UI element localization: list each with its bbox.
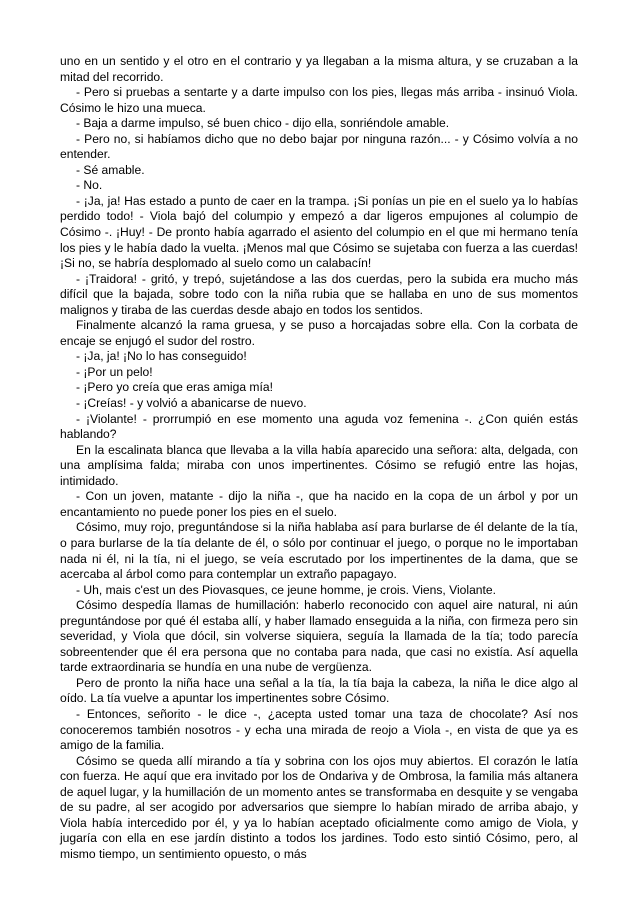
- paragraph: - ¡Violante! - prorrumpió en ese momento una aguda voz femenina -. ¿Con quién estás hablando?: [60, 411, 578, 442]
- paragraph: - ¡Pero yo creía que eras amiga mía!: [76, 380, 273, 395]
- paragraph: Cósimo se queda allí mirando a tía y sobrina con los ojos muy abiertos. El corazón le latía con fuerza. He aquí que era invitado por los de Ondariva y de Ombrosa, la familia más altanera de aquel lugar, y la humillación de un momento antes se transformaba en desquite y se vengaba de su padre, al ser acogido por adversarios que siempre lo habían mirado de arriba abajo, y Viola había intercedido por él, y ya lo habían aceptado oficialmente como amigo de Viola, y jugaría con ella en ese jardín distinto a todos los jardines. Todo esto sintió Cósimo, pero, al mismo tiempo, un sentimiento opuesto, o más: [60, 753, 578, 861]
- paragraph: Cósimo, muy rojo, preguntándose si la niña hablaba así para burlarse de él delante de la tía, o para burlarse de la tía delante de él, o sólo por continuar el juego, o porque no le importaban nada ni él, ni la tía, ni el juego, se veía escrutado por los impertinentes de la dama, que se acercaba al árbol como para contemplar un extraño papagayo.: [60, 520, 578, 582]
- paragraph: - No.: [76, 178, 103, 193]
- paragraph: Pero de pronto la niña hace una señal a la tía, la tía baja la cabeza, la niña le dice algo al oído. La tía vuelve a apuntar los impertinentes sobre Cósimo.: [60, 675, 578, 706]
- paragraph: - ¡Ja, ja! Has estado a punto de caer en la trampa. ¡Si ponías un pie en el suelo ya lo habías perdido todo! - Viola bajó del columpio y empezó a dar ligeros empujones al columpio de Cósimo -. ¡Huy! - De pronto había agarrado el asiento del columpio en el que mi hermano tenía los pies y le había dado la vuelta. ¡Menos mal que Cósimo se sujetaba con fuerza a las cuerdas! ¡Si no, se habría desplomado al suelo como un calabacín!: [60, 193, 578, 271]
- paragraph: En la escalinata blanca que llevaba a la villa había aparecido una señora: alta, delgada, con una amplísima falda; miraba con unos impertinentes. Cósimo se refugió entre las hojas, intimidado.: [60, 442, 578, 488]
- paragraph: Cósimo despedía llamas de humillación: haberlo reconocido con aquel aire natural, ni aún preguntándose por qué él estaba allí, y haber llamado enseguida a la niña, con firmeza pero sin severidad, y Viola que dócil, sin volverse siquiera, seguía la llamada de la tía; todo parecía sobreentender que él era persona que no contaba para nada, que casi no existía. Así aquella tarde extraordinaria se hundía en una nube de vergüenza.: [60, 598, 578, 675]
- paragraph: - Con un joven, matante - dijo la niña -, que ha nacido en la copa de un árbol y por un encantamiento no puede poner los pies en el suelo.: [60, 489, 578, 519]
- paragraph: - ¡Por un pelo!: [76, 364, 153, 379]
- paragraph: - ¡Creías! - y volvió a abanicarse de nuevo.: [76, 396, 307, 411]
- paragraph: - ¡Ja, ja! ¡No lo has conseguido!: [76, 349, 247, 364]
- paragraph: - ¡Traidora! - gritó, y trepó, sujetándose a las dos cuerdas, pero la subida era mucho más difícil que la bajada, sobre todo con la niña rubia que se hallaba en uno de sus momentos malignos y tiraba de las cuerdas desde abajo en todos los sentidos.: [60, 271, 578, 317]
- paragraph: Finalmente alcanzó la rama gruesa, y se puso a horcajadas sobre ella. Con la corbata de encaje se enjugó el sudor del rostro.: [60, 318, 578, 348]
- paragraph: - Baja a darme impulso, sé buen chico - dijo ella, sonriéndole amable.: [76, 116, 450, 131]
- paragraph: - Entonces, señorito - le dice -, ¿acepta usted tomar una taza de chocolate? Así nos conoceremos también nosotros - y echa una mirada de reojo a Viola -, en vista de que ya es amigo de la familia.: [60, 706, 578, 753]
- paragraph: - Pero no, si habíamos dicho que no debo bajar por ninguna razón... - y Cósimo volvía a no entender.: [60, 131, 578, 162]
- paragraph: - Uh, mais c'est un des Piovasques, ce jeune homme, je crois. Viens, Violante.: [76, 582, 496, 597]
- paragraph-continuation: uno en un sentido y el otro en el contrario y ya llegaban a la misma altura, y se cruzaban a la mitad del recorrido.: [60, 54, 578, 84]
- document-page: [60, 54, 578, 862]
- paragraph: - Pero si pruebas a sentarte y a darte impulso con los pies, llegas más arriba - insinuó Viola. Cósimo le hizo una mueca.: [60, 85, 578, 115]
- paragraph: - Sé amable.: [76, 162, 145, 177]
